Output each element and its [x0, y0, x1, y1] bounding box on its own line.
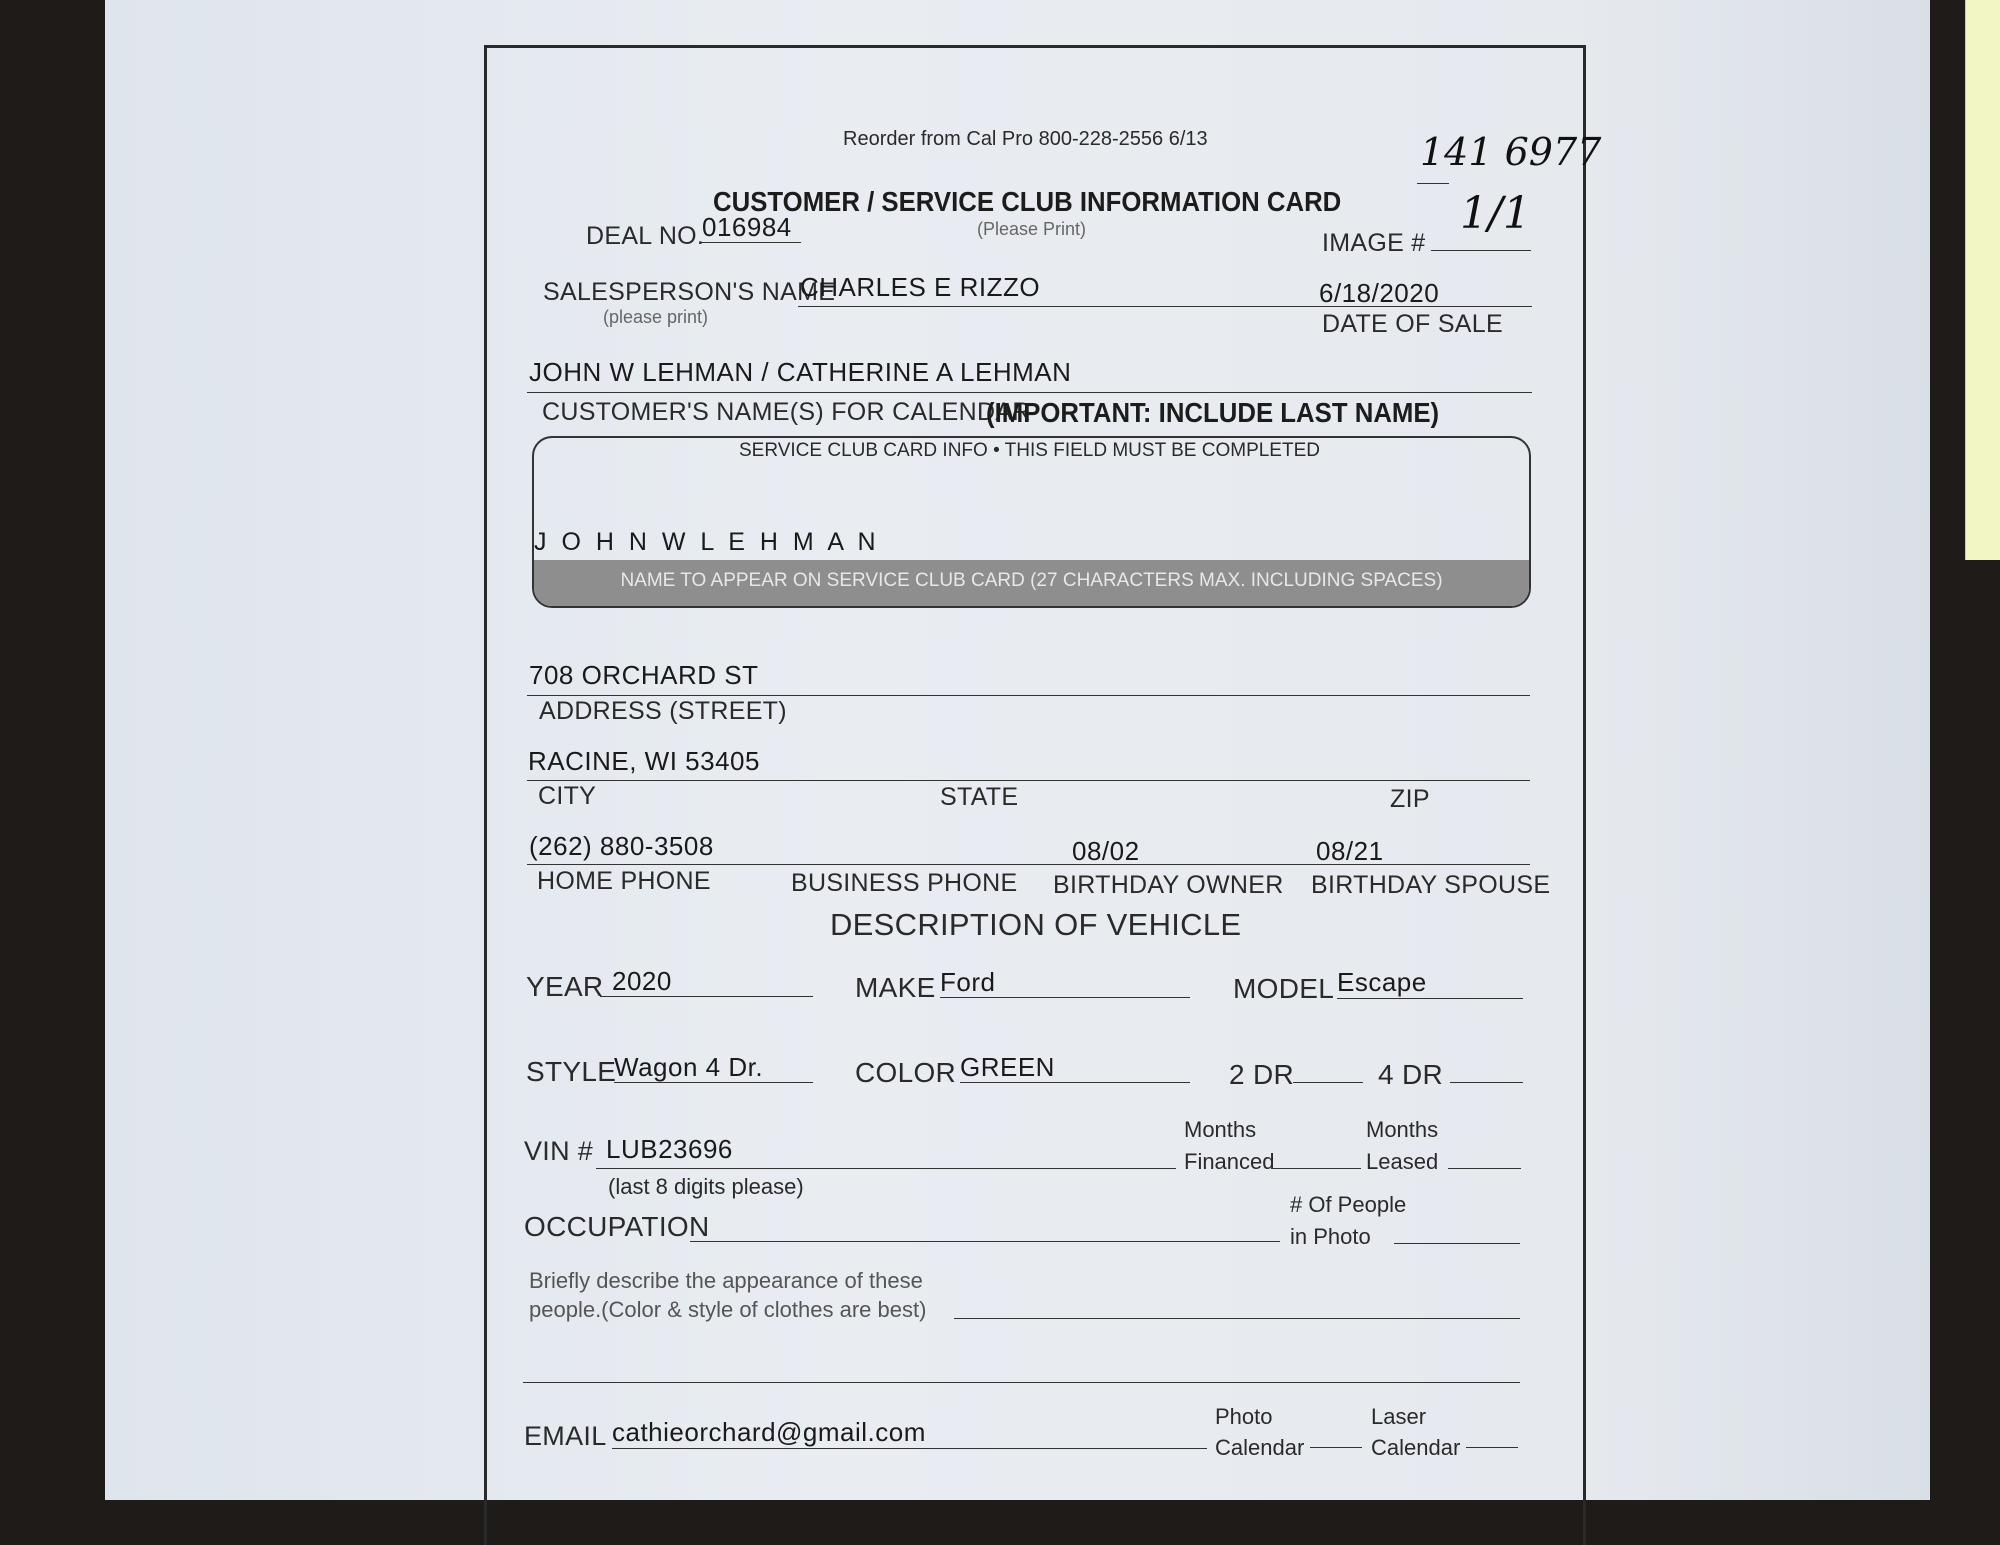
- city-label: CITY: [538, 782, 597, 810]
- sticky-note: [1965, 0, 2000, 560]
- months-financed-line[interactable]: [1271, 1168, 1361, 1169]
- make-line: [940, 997, 1190, 998]
- salesperson-sublabel: (please print): [603, 307, 709, 327]
- date-of-sale-label: DATE OF SALE: [1322, 310, 1503, 338]
- email-value[interactable]: cathieorchard@gmail.com: [612, 1417, 926, 1447]
- photo-calendar-label-bottom: Calendar: [1215, 1435, 1305, 1460]
- vin-label: VIN #: [524, 1136, 594, 1166]
- vin-line: [596, 1168, 1176, 1169]
- image-no-line[interactable]: [1431, 250, 1531, 251]
- email-line: [612, 1448, 1207, 1449]
- deal-no-line: [700, 242, 801, 243]
- customer-names-label: CUSTOMER'S NAME(S) FOR CALENDAR: [542, 398, 1031, 426]
- vin-value[interactable]: LUB23696: [606, 1134, 733, 1164]
- four-door-line[interactable]: [1450, 1082, 1523, 1083]
- business-phone-label: BUSINESS PHONE: [791, 869, 1018, 897]
- four-door-label: 4 DR: [1378, 1059, 1443, 1090]
- salesperson-label: SALESPERSON'S NAME: [543, 278, 836, 306]
- occupation-line[interactable]: [690, 1241, 1280, 1242]
- date-of-sale-value[interactable]: 6/18/2020: [1319, 278, 1440, 308]
- club-card-header: SERVICE CLUB CARD INFO • THIS FIELD MUST BE COMPLETED: [739, 440, 1320, 461]
- style-line: [614, 1082, 813, 1083]
- important-note: (IMPORTANT: INCLUDE LAST NAME): [986, 397, 1440, 428]
- two-door-line[interactable]: [1293, 1082, 1363, 1083]
- color-value[interactable]: GREEN: [960, 1052, 1055, 1082]
- reorder-text: Reorder from Cal Pro 800-228-2556 6/13: [843, 128, 1208, 150]
- describe-line-a[interactable]: [954, 1318, 1520, 1319]
- months-financed-label-top: Months: [1184, 1117, 1257, 1142]
- vehicle-heading: DESCRIPTION OF VEHICLE: [830, 907, 1242, 942]
- home-phone-label: HOME PHONE: [537, 867, 711, 895]
- deal-no-value[interactable]: 016984: [702, 212, 792, 242]
- photo-calendar-line[interactable]: [1310, 1447, 1362, 1448]
- occupation-label: OCCUPATION: [524, 1211, 710, 1242]
- customer-names-value[interactable]: JOHN W LEHMAN / CATHERINE A LEHMAN: [529, 357, 1072, 387]
- address-value[interactable]: 708 ORCHARD ST: [529, 660, 759, 690]
- color-line: [960, 1082, 1190, 1083]
- service-club-card-box: [532, 436, 1531, 608]
- model-label: MODEL: [1233, 973, 1335, 1004]
- describe-line-b[interactable]: [523, 1382, 1520, 1383]
- year-value[interactable]: 2020: [612, 966, 672, 996]
- months-leased-line[interactable]: [1448, 1168, 1521, 1169]
- birthday-owner-label: BIRTHDAY OWNER: [1053, 871, 1284, 899]
- salesperson-line: [798, 306, 1532, 307]
- photo-calendar-label-top: Photo: [1215, 1404, 1273, 1429]
- two-door-label: 2 DR: [1229, 1059, 1294, 1090]
- color-label: COLOR: [855, 1057, 957, 1088]
- customer-names-line: [527, 392, 1532, 393]
- zip-label: ZIP: [1390, 785, 1430, 813]
- people-in-photo-label-top: # Of People: [1290, 1192, 1407, 1217]
- please-print-note: (Please Print): [977, 219, 1087, 239]
- address-label: ADDRESS (STREET): [539, 697, 787, 725]
- style-value[interactable]: Wagon 4 Dr.: [614, 1052, 764, 1082]
- club-card-footer-text: NAME TO APPEAR ON SERVICE CLUB CARD (27 CHARACTERS MAX. INCLUDING SPACES): [620, 570, 1443, 591]
- model-line: [1337, 998, 1523, 999]
- laser-calendar-line[interactable]: [1466, 1447, 1518, 1448]
- deal-no-label: DEAL NO.: [586, 222, 705, 250]
- handwritten-fraction: 1/1: [1460, 188, 1531, 239]
- make-label: MAKE: [855, 972, 936, 1003]
- describe-line2: people.(Color & style of clothes are best): [529, 1297, 927, 1322]
- phones-line: [527, 864, 1530, 865]
- birthday-owner-value[interactable]: 08/02: [1072, 836, 1140, 866]
- salesperson-value[interactable]: CHARLES E RIZZO: [800, 272, 1041, 302]
- club-card-name[interactable]: J O H N W L E H M A N: [534, 528, 880, 556]
- image-no-label: IMAGE #: [1322, 229, 1426, 257]
- make-value[interactable]: Ford: [940, 967, 996, 997]
- card-title: CUSTOMER / SERVICE CLUB INFORMATION CARD: [713, 186, 1342, 217]
- describe-line1: Briefly describe the appearance of these: [529, 1268, 923, 1293]
- year-label: YEAR: [526, 971, 604, 1002]
- handwritten-dash: [1417, 183, 1449, 184]
- handwritten-number: 141 6977: [1420, 130, 1602, 174]
- year-line: [600, 996, 813, 997]
- email-label: EMAIL: [524, 1421, 607, 1451]
- city-line: [527, 780, 1530, 781]
- birthday-spouse-value[interactable]: 08/21: [1316, 836, 1384, 866]
- laser-calendar-label-top: Laser: [1371, 1404, 1427, 1429]
- address-line: [527, 695, 1530, 696]
- model-value[interactable]: Escape: [1337, 967, 1427, 997]
- style-label: STYLE: [526, 1056, 617, 1087]
- people-in-photo-label-bottom: in Photo: [1290, 1224, 1371, 1249]
- months-leased-label-bottom: Leased: [1366, 1149, 1439, 1174]
- vin-note: (last 8 digits please): [608, 1174, 804, 1199]
- months-leased-label-top: Months: [1366, 1117, 1439, 1142]
- state-label: STATE: [940, 783, 1019, 811]
- laser-calendar-label-bottom: Calendar: [1371, 1435, 1461, 1460]
- club-card-footer-bar: [534, 560, 1529, 606]
- people-in-photo-line[interactable]: [1394, 1243, 1520, 1244]
- home-phone-value[interactable]: (262) 880-3508: [529, 831, 714, 861]
- months-financed-label-bottom: Financed: [1184, 1149, 1275, 1174]
- birthday-spouse-label: BIRTHDAY SPOUSE: [1311, 871, 1551, 899]
- city-value[interactable]: RACINE, WI 53405: [528, 746, 760, 776]
